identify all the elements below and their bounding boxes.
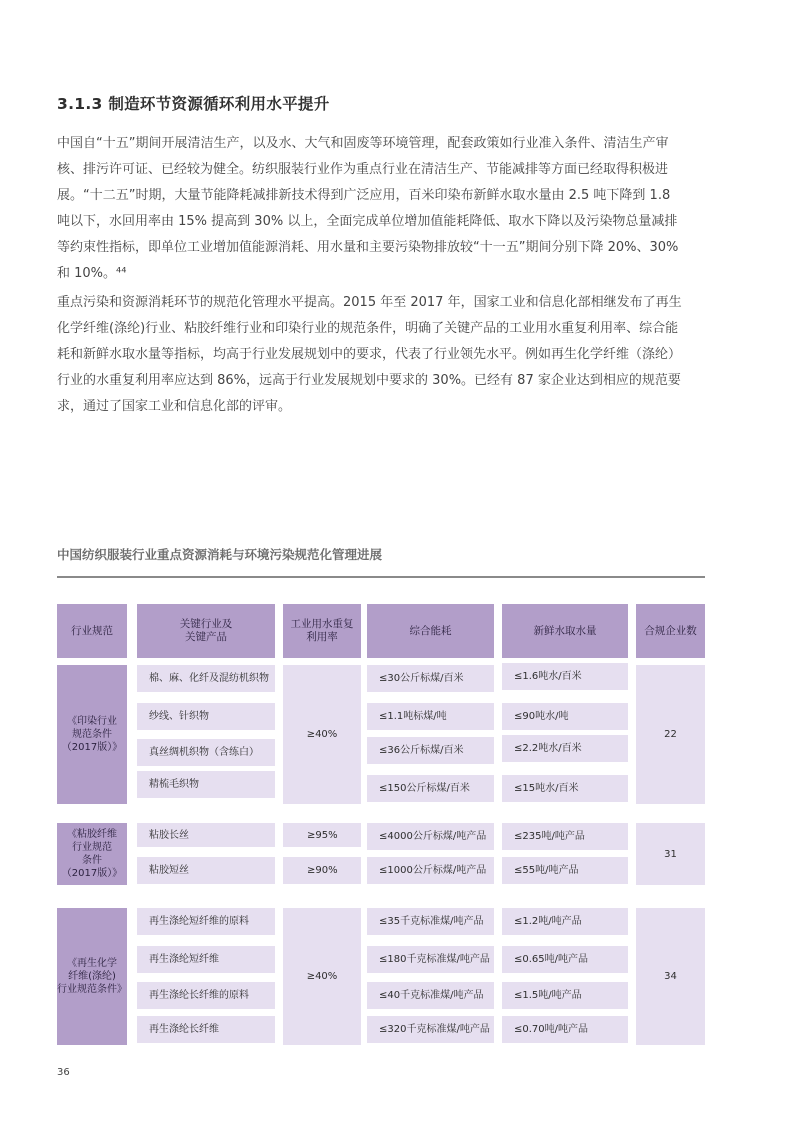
group-1-standard: 《印染行业 规范条件 （2017版）》 [57,665,127,804]
header-products: 关键行业及 关键产品 [137,604,275,658]
table-cell-energy: ≤1.1吨标煤/吨 [367,703,494,730]
table-cell-water-reuse: ≥95% [283,823,361,847]
table-row-product: 粘胶短丝 [137,857,275,884]
table-cell-energy: ≤35千克标准煤/吨产品 [367,908,494,935]
header-energy: 综合能耗 [367,604,494,658]
table-cell-energy: ≤30公斤标煤/百米 [367,665,494,692]
header-companies: 合规企业数 [636,604,705,658]
table-cell-water-reuse: ≥90% [283,857,361,884]
table-cell-energy: ≤4000公斤标煤/吨产品 [367,823,494,850]
table-cell-energy: ≤150公斤标煤/百米 [367,775,494,802]
table-cell-water: ≤1.5吨/吨产品 [502,982,628,1009]
table-cell-energy: ≤40千克标准煤/吨产品 [367,982,494,1009]
table-cell-water: ≤55吨/吨产品 [502,857,628,884]
table-title-rule [57,576,705,578]
table-row-product: 再生涤纶短纤维 [137,946,275,973]
table-cell-energy: ≤36公斤标煤/百米 [367,737,494,764]
header-fresh-water: 新鲜水取水量 [502,604,628,658]
table-row-product: 再生涤纶长纤维的原料 [137,982,275,1009]
table-title: 中国纺织服装行业重点资源消耗与环境污染规范化管理进展 [57,547,383,562]
table-row-product: 棉、麻、化纤及混纺机织物 [137,665,275,692]
table-row-product: 再生涤纶长纤维 [137,1016,275,1043]
table-cell-water: ≤15吨水/百米 [502,775,628,802]
table-cell-water: ≤2.2吨水/百米 [502,735,628,762]
group-2-standard: 《粘胶纤维 行业规范 条件 （2017版）》 [57,823,127,885]
table-cell-water: ≤1.2吨/吨产品 [502,908,628,935]
group-3-standard: 《再生化学 纤维(涤纶) 行业规范条件》 [57,908,127,1045]
table-cell-energy: ≤320千克标准煤/吨产品 [367,1016,494,1043]
header-water-reuse: 工业用水重复 利用率 [283,604,361,658]
header-standard: 行业规范 [57,604,127,658]
group-1-companies: 22 [636,665,705,804]
body-paragraph-1: 中国自“十五”期间开展清洁生产，以及水、大气和固废等环境管理，配套政策如行业准入条件、清洁生产审核、排污许可证、已经较为健全。纺织服装行业作为重点行业在清洁生产、节能减排等方面已经取得积极进展。“十二五”时期，大量节能降耗减排新技术得到广泛应用，百米印染布新鲜水取水量由 2.5 吨下降到 1.8 吨以下，水回用率由 15% 提高到 30% 以上，全面完成单位增加值能耗降低、取水下降以及污染物总量减排等约束性指标，即单位工业增加值能源消耗、用水量和主要污染物排放较“十一五”期间分别下降 20%、30% 和 10%。⁴⁴ [57,136,679,281]
table-row-product: 真丝绸机织物（含练白） [137,739,275,766]
table-cell-water: ≤0.70吨/吨产品 [502,1016,628,1043]
table-cell-water: ≤235吨/吨产品 [502,823,628,850]
table-cell-water: ≤0.65吨/吨产品 [502,946,628,973]
group-3-companies: 34 [636,908,705,1045]
group-3-water-reuse: ≥40% [283,908,361,1045]
table-cell-water: ≤90吨水/吨 [502,703,628,730]
table-cell-water: ≤1.6吨水/百米 [502,663,628,690]
section-title: 3.1.3 制造环节资源循环利用水平提升 [57,95,330,113]
body-paragraph-2: 重点污染和资源消耗环节的规范化管理水平提高。2015 年至 2017 年，国家工业和信息化部相继发布了再生化学纤维(涤纶)行业、粘胶纤维行业和印染行业的规范条件，明确了关键产品的工业用水重复利用率、综合能耗和新鲜水取水量等指标，均高于行业发展规划中的要求，代表了行业领先水平。例如再生化学纤维（涤纶）行业的水重复利用率应达到 86%，远高于行业发展规划中要求的 30%。已经有 87 家企业达到相应的规范要求，通过了国家工业和信息化部的评审。 [57,295,682,414]
page-number: 36 [57,1067,70,1078]
table-row-product: 纱线、针织物 [137,703,275,730]
table-cell-energy: ≤1000公斤标煤/吨产品 [367,857,494,884]
group-1-water-reuse: ≥40% [283,665,361,804]
group-2-companies: 31 [636,823,705,885]
table-cell-energy: ≤180千克标准煤/吨产品 [367,946,494,973]
table-row-product: 精梳毛织物 [137,771,275,798]
table-row-product: 粘胶长丝 [137,823,275,847]
table-row-product: 再生涤纶短纤维的原料 [137,908,275,935]
